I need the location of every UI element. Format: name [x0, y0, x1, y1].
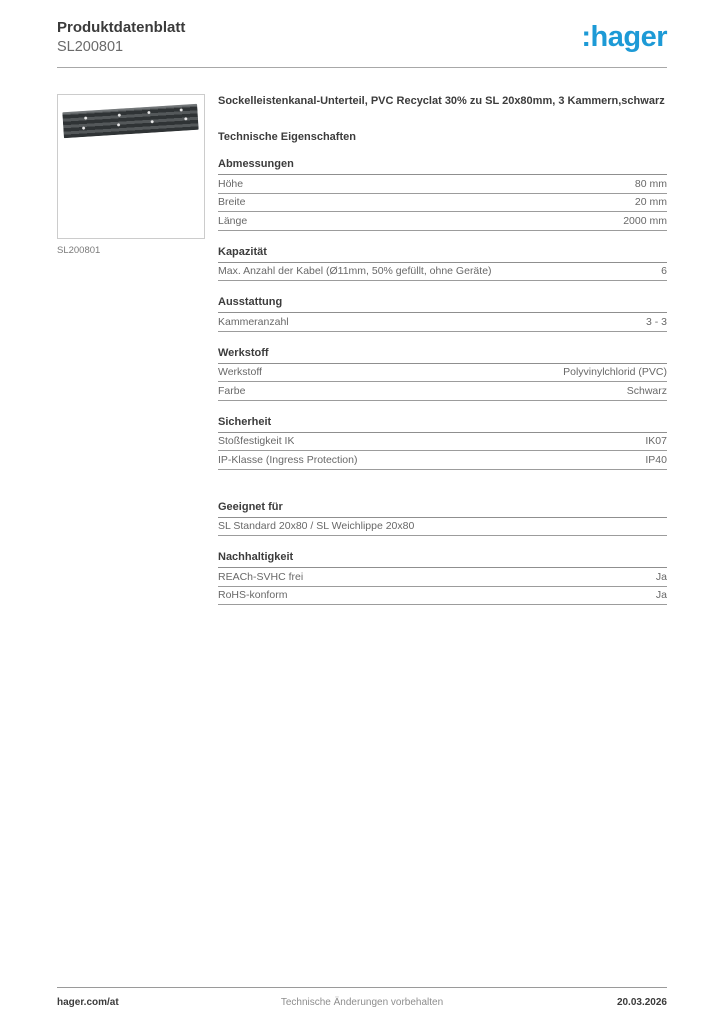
spec-label: Höhe [218, 177, 244, 190]
hager-logo: :hager [581, 21, 667, 53]
spec-value: 3 - 3 [645, 315, 667, 328]
header-titles [57, 19, 185, 56]
product-title: Sockelleistenkanal-Unterteil, PVC Recyclat 30% zu SL 20x80mm, 3 Kammern,schwarz [218, 94, 665, 107]
page-header [57, 19, 667, 56]
section-rows [218, 263, 667, 282]
spec-label: Farbe [218, 384, 246, 397]
spec-label: Kammeranzahl [218, 315, 289, 328]
footer-disclaimer: Technische Änderungen vorbehalten [280, 997, 444, 1008]
spec-row [218, 568, 667, 587]
spec-label: REACh-SVHC frei [218, 570, 304, 583]
section-heading: Geeignet für [218, 501, 667, 518]
spec-label: Stoßfestigkeit IK [218, 435, 295, 448]
product-image [57, 94, 205, 239]
section-heading: Werkstoff [218, 347, 667, 364]
section-rows [218, 364, 667, 401]
main-content [57, 94, 667, 605]
spec-row [218, 518, 667, 537]
section-heading: Ausstattung [218, 296, 667, 313]
spec-value: 80 mm [634, 177, 667, 190]
header-divider [57, 67, 667, 68]
spec-row [218, 313, 667, 332]
spec-value: IP40 [645, 453, 667, 466]
footer-date: 20.03.2026 [616, 997, 667, 1008]
spec-label: IP-Klasse (Ingress Protection) [218, 453, 358, 466]
spec-row [218, 433, 667, 452]
spec-section [218, 246, 667, 282]
spec-section [218, 347, 667, 401]
spec-value: 2000 mm [623, 214, 667, 227]
spec-row [218, 364, 667, 383]
section-rows [218, 518, 667, 537]
section-heading: Nachhaltigkeit [218, 551, 667, 568]
section-heading: Abmessungen [218, 158, 667, 175]
product-image-caption: SL200801 [57, 244, 101, 256]
spec-value: IK07 [645, 435, 667, 448]
footer-website: hager.com/at [57, 997, 119, 1008]
tech-properties-heading: Technische Eigenschaften [218, 131, 356, 144]
spec-section [218, 501, 667, 537]
spec-value: Schwarz [626, 384, 667, 397]
spec-label: SL Standard 20x80 / SL Weichlippe 20x80 [218, 520, 415, 533]
spec-value: Ja [655, 589, 667, 602]
spec-row [218, 263, 667, 282]
spec-label: Länge [218, 214, 248, 227]
spec-row [218, 194, 667, 213]
spec-row [218, 212, 667, 231]
spec-sections [218, 158, 667, 605]
spec-label: RoHS-konform [218, 589, 288, 602]
spec-value: 6 [661, 265, 667, 278]
spec-value: Polyvinylchlorid (PVC) [563, 366, 667, 379]
section-rows [218, 433, 667, 470]
section-heading: Sicherheit [218, 416, 667, 433]
spec-column [218, 94, 667, 605]
document-type-title: Produktdatenblatt [57, 19, 186, 36]
spec-row [218, 175, 667, 194]
spec-value: 20 mm [634, 196, 667, 209]
spec-section [218, 296, 667, 332]
product-reference: SL200801 [57, 38, 124, 55]
spec-label: Breite [218, 196, 246, 209]
product-image-column [57, 94, 205, 256]
spec-label: Werkstoff [218, 366, 262, 379]
section-rows [218, 568, 667, 605]
section-rows [218, 175, 667, 231]
skirting-duct-profile-image [62, 104, 198, 138]
spec-section [218, 551, 667, 605]
section-heading: Kapazität [218, 246, 667, 263]
page-footer [57, 987, 667, 1008]
spec-row [218, 587, 667, 606]
spec-row [218, 451, 667, 470]
spec-section [218, 158, 667, 231]
section-rows [218, 313, 667, 332]
spec-value: Ja [655, 570, 667, 583]
spec-section [218, 416, 667, 470]
spec-label: Max. Anzahl der Kabel (Ø11mm, 50% gefüllt, ohne Geräte) [218, 265, 492, 278]
spec-row [218, 382, 667, 401]
